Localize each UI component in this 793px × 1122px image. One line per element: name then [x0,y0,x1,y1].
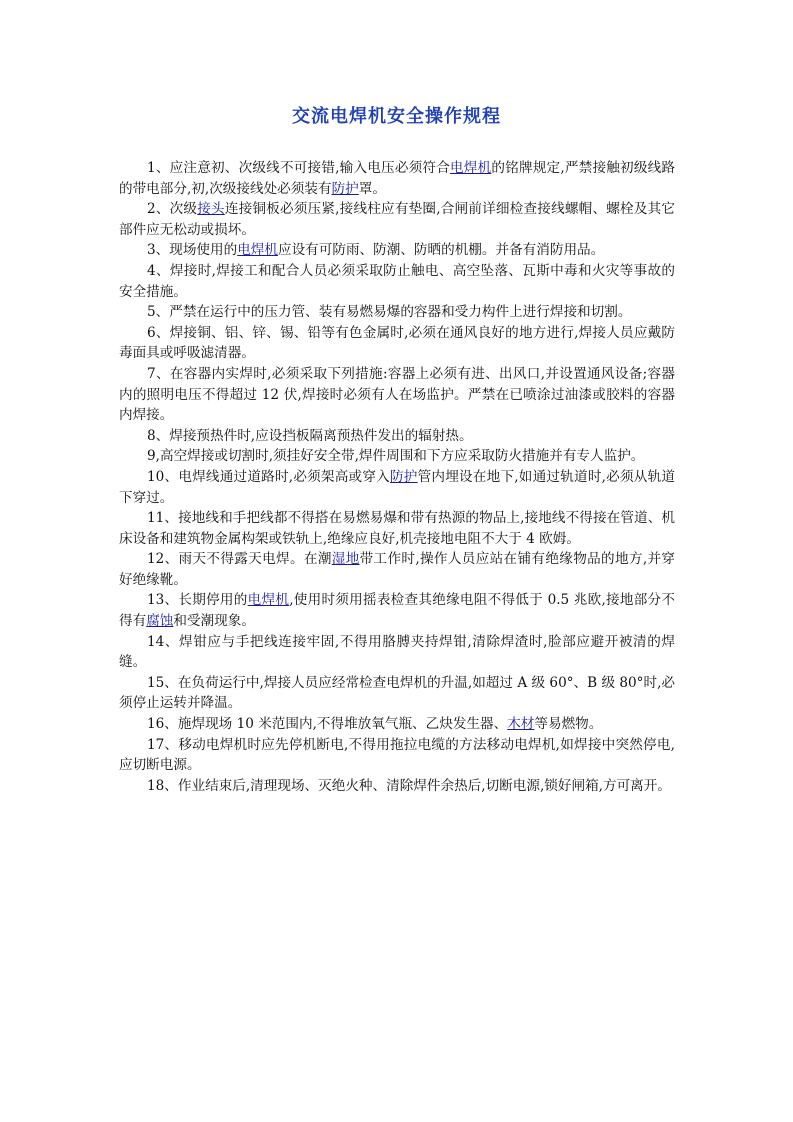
paragraph-text: 和受潮现象。 [173,613,255,630]
paragraph-text: 的铭牌规定,严禁接触初级线路的带电部分,初,次级接线处必须装有 [119,160,676,197]
paragraph-text: 17、移动电焊机时应先停机断电,不得用拖拉电缆的方法移动电焊机,如焊接中突然停电,应切断电源。 [119,736,675,774]
rule-4 [119,261,675,302]
paragraph-text: 5、严禁在运行中的压力管、装有易燃易爆的容器和受力构件上进行焊接和切割。 [147,304,632,321]
paragraph-text: ,使用时须用摇表检查其绝缘电阻不得低于 0.5 兆欧,接地部分不得有 [119,592,676,630]
paragraph-text: 11、接地线和手把线都不得搭在易燃易爆和带有热源的物品上,接地线不得接在管道、机床设备和建筑物金属构架或铁轨上,绝缘应良好,机壳接地电阻不大于 4 欧姆。 [119,510,675,547]
paragraph-text: 14、焊钳应与手把线连接牢固,不得用胳膊夹持焊钳,清除焊渣时,脸部应避开被清的焊缝。 [119,633,675,671]
paragraph-text: 6、焊接铜、铝、锌、锡、铅等有色金属时,必须在通风良好的地方进行,焊接人员应戴防毒面具或呼吸滤清器。 [119,324,675,362]
paragraph-text: 18、作业结束后,清理现场、灭绝火种、清除焊件余热后,切断电源,锁好闸箱,方可离开。 [147,777,671,794]
hyperlink-湿地[interactable]: 湿地 [331,551,360,568]
rule-12 [119,549,675,590]
paragraph-text: 连接铜板必须压紧,接线柱应有垫圈,合闸前详细检查接线螺帽、螺栓及其它部件应无松动或损坏。 [119,201,676,238]
rule-2 [119,199,675,240]
paragraph-text: 12、雨天不得露天电焊。在潮 [147,551,332,568]
hyperlink-接头[interactable]: 接头 [197,201,225,218]
rule-3 [119,240,675,261]
rule-13 [119,590,675,631]
page-title: 交流电焊机安全操作规程 [292,106,501,127]
rule-9 [119,446,675,467]
rule-18 [119,776,675,797]
paragraph-text: 罩。 [358,180,386,197]
paragraph-text: 2、次级 [147,201,198,218]
rule-6 [119,323,675,364]
paragraph-text: 8、焊接预热件时,应设挡板隔离预热件发出的辐射热。 [147,427,473,444]
hyperlink-腐蚀[interactable]: 腐蚀 [146,613,174,630]
paragraph-text: 带工作时,操作人员应站在铺有绝缘物品的地方,并穿好绝缘靴。 [119,551,676,588]
paragraph-text: 管内埋设在地下,如通过轨道时,必须从轨道下穿过。 [119,468,675,506]
rule-14 [119,632,675,673]
hyperlink-电焊机[interactable]: 电焊机 [237,242,278,259]
rule-8 [119,426,675,447]
paragraph-text: 应设有可防雨、防潮、防晒的机棚。并备有消防用品。 [278,242,605,259]
paragraph-text: 13、长期停用的 [147,592,248,609]
paragraph-text: 4、焊接时,焊接工和配合人员必须采取防止触电、高空坠落、瓦斯中毒和火灾等事故的安全措施。 [119,262,675,300]
paragraph-text: 15、在负荷运行中,焊接人员应经常检查电焊机的升温,如超过 A 级 60°、B 级 80°时,必须停止运转并降温。 [119,674,675,712]
rule-1 [119,158,675,199]
rule-16 [119,714,675,735]
hyperlink-电焊机[interactable]: 电焊机 [450,160,492,176]
paragraph-text: 16、施焊现场 10 米范围内,不得堆放氧气瓶、乙炔发生器、 [147,716,508,733]
paragraph-text: 7、在容器内实焊时,必须采取下列措施:容器上必须有进、出风口,并设置通风设备;容器内的照明电压不得超过 12 伏,焊接时必须有人在场监护。严禁在已喷涂过油漆或胶料的容器内焊接。 [119,365,675,424]
paragraph-text: 9,高空焊接或切割时,须挂好安全带,焊件周围和下方应采取防火措施并有专人监护。 [147,448,645,465]
paragraph-text: 3、现场使用的 [147,242,238,259]
hyperlink-防护[interactable]: 防护 [389,468,418,485]
rule-10 [119,467,675,508]
hyperlink-防护[interactable]: 防护 [331,180,359,197]
rule-15 [119,673,675,714]
rule-11 [119,508,675,549]
hyperlink-木材[interactable]: 木材 [507,716,535,733]
hyperlink-电焊机[interactable]: 电焊机 [247,592,290,609]
rule-17 [119,735,675,776]
paragraph-text: 等易燃物。 [534,716,603,733]
document-body [119,158,675,796]
rule-7 [119,364,675,426]
paragraph-text: 1、应注意初、次级线不可接错,输入电压必须符合 [147,160,450,176]
rule-5 [119,302,675,323]
paragraph-text: 10、电焊线通过道路时,必须架高或穿入 [147,468,390,485]
